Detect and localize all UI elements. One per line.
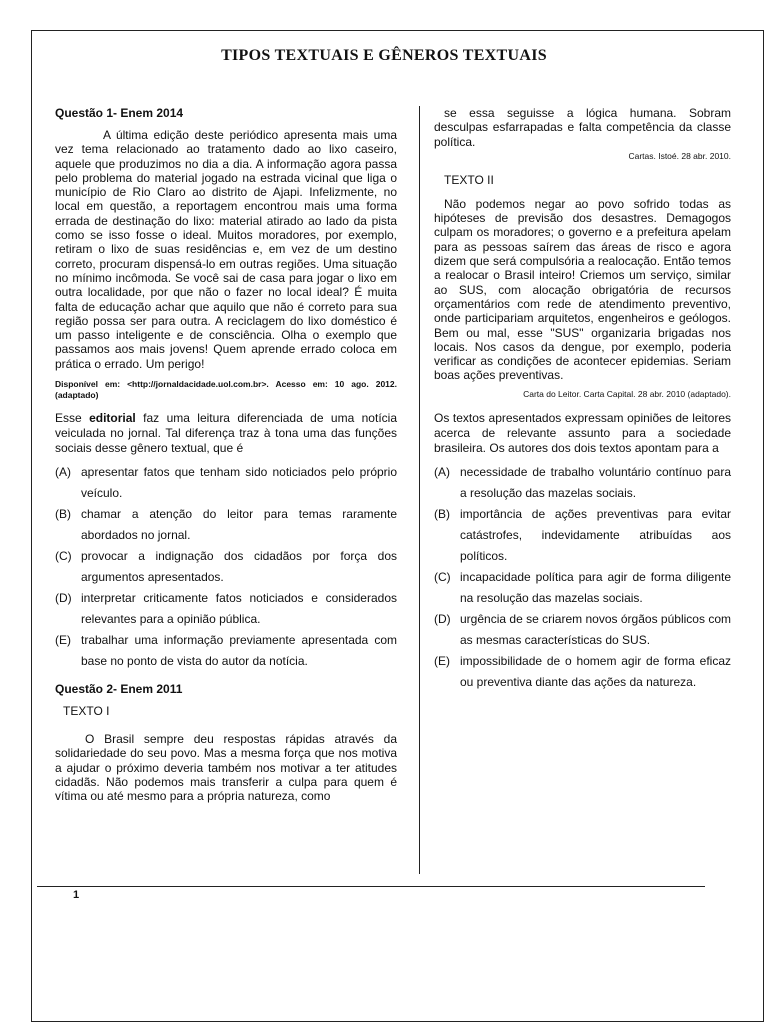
option-text: incapacidade política para agir de forma diligente na resolução das mazelas sociais.	[460, 569, 731, 605]
option-b[interactable]	[55, 504, 397, 546]
option-text: provocar a indignação dos cidadãos por força dos argumentos apresentados.	[81, 549, 397, 585]
texto-1-body: O Brasil sempre deu respostas rápidas através da solidariedade do seu povo. Mas a mesma força que nos motiva a ajudar o próximo deveria também nos motivar a ter atitudes cidadãs. Não podemos mais transferir a culpa para quem é vítima ou até mesmo para a própria natureza, como	[55, 732, 397, 804]
texto-2-body: Não podemos negar ao povo sofrido todas as hipóteses de previsão dos desastres. Demagogos culpam os moradores; o governo e a prefeitura apelam para as pessoas saírem das áreas de risco e agora dizem que será compulsória a realocação. Então temos a realocar o Brasil inteiro! Criemos um serviço, similar ao SUS, com alocação obrigatória de recursos orçamentários com rede de atendimento preventivo, onde participariam arquitetos, engenheiros e geólogos. Bem ou mal, esse "SUS" organizaria brigadas nos locais. Nos casos da dengue, por exemplo, poderia verificar as condições de acontecer epidemias. Seriam boas ações preventivas.	[434, 196, 731, 383]
column-divider	[419, 106, 420, 874]
option-a[interactable]	[434, 462, 731, 504]
right-column	[434, 106, 731, 693]
footer-rule	[37, 886, 705, 887]
option-c[interactable]	[55, 546, 397, 588]
option-letter: (D)	[434, 611, 451, 626]
question-1-prompt	[55, 411, 397, 456]
option-d[interactable]	[55, 588, 397, 630]
page-number: 1	[73, 889, 80, 901]
question-1-heading: Questão 1- Enem 2014	[55, 106, 184, 120]
option-a[interactable]	[55, 462, 397, 504]
option-d[interactable]	[434, 609, 731, 651]
option-text: necessidade de trabalho voluntário contínuo para a resolução das mazelas sociais.	[460, 464, 731, 500]
texto-2-label: TEXTO II	[444, 172, 494, 187]
option-text: impossibilidade de o homem agir de forma eficaz ou preventiva diante das ações da natureza.	[460, 653, 731, 689]
texto-1-label: TEXTO I	[63, 704, 110, 719]
option-e[interactable]	[55, 630, 397, 672]
option-text: apresentar fatos que tenham sido noticiados pelo próprio veículo.	[81, 465, 397, 501]
option-letter: (A)	[434, 464, 450, 479]
prompt-text-start: Esse	[55, 411, 90, 426]
question-1-options	[55, 462, 397, 672]
option-letter: (E)	[55, 633, 71, 648]
question-2-options	[434, 462, 731, 693]
question-1-source: Disponível em: <http://jornaldacidade.uol.com.br>. Acesso em: 10 ago. 2012. (adaptado)	[55, 379, 397, 401]
option-text: urgência de se criarem novos órgãos públicos com as mesmas características do SUS.	[460, 611, 731, 647]
option-letter: (C)	[434, 569, 451, 584]
texto-1-continuation: se essa seguisse a lógica humana. Sobram desculpas esfarrapadas e falta competência da classe política.	[434, 106, 731, 149]
texto-1-source: Cartas. Istoé. 28 abr. 2010.	[628, 150, 731, 161]
option-text: chamar a atenção do leitor para temas raramente abordados no jornal.	[81, 507, 397, 543]
option-letter: (B)	[434, 506, 450, 521]
question-2-prompt: Os textos apresentados expressam opiniões de leitores acerca de relevante assunto para a sociedade brasileira. Os autores dos dois textos apontam para a	[434, 410, 731, 455]
page-title: TIPOS TEXTUAIS E GÊNEROS TEXTUAIS	[221, 47, 547, 64]
option-c[interactable]	[434, 567, 731, 609]
option-text: trabalhar uma informação previamente apresentada com base no ponto de vista do autor da notícia.	[81, 633, 397, 669]
left-column	[55, 106, 397, 804]
option-letter: (C)	[55, 549, 72, 564]
option-e[interactable]	[434, 651, 731, 693]
option-text: importância de ações preventivas para evitar catástrofes, indevidamente atribuídas aos políticos.	[460, 506, 731, 563]
option-letter: (B)	[55, 507, 71, 522]
prompt-keyword: editorial	[89, 411, 136, 426]
question-2-heading: Questão 2- Enem 2011	[55, 682, 183, 697]
option-letter: (A)	[55, 465, 71, 480]
option-letter: (D)	[55, 591, 72, 606]
option-text: interpretar criticamente fatos noticiados e considerados relevantes para a opinião pública.	[81, 591, 397, 627]
option-letter: (E)	[434, 653, 450, 668]
option-b[interactable]	[434, 504, 731, 567]
prompt-text-end: faz uma leitura diferenciada de uma notícia veiculada no jornal. Tal diferença traz à tona uma das funções sociais desse gênero textual, que é	[55, 411, 397, 456]
texto-2-source: Carta do Leitor. Carta Capital. 28 abr. 2010 (adaptado).	[523, 388, 731, 399]
question-1-text: A última edição deste periódico apresenta mais uma vez tema relacionado ao tratamento dado ao lixo caseiro, aquele que produzimos no dia a dia. A informação agora passa pelo problema do material jogado na estrada vicinal que liga o município de Rio Claro ao distrito de Ajapi. Infelizmente, no local em questão, a reportagem encontrou mais uma forma errada de destinação do lixo: material atirado ao lado da pista como se isso fosse o ideal. Muitos moradores, por exemplo, retiram o lixo de suas residências e, em vez de um destino correto, procuram dispensá-lo em outras regiões. Uma situação no mínimo incômoda. Se você sai de casa para jogar o lixo em outra localidade, por que não o fazer no local ideal? É muita falta de educação achar que aquilo que não é correto para sua região possa ser para outra. A reciclagem do lixo doméstico é um passo inteligente e de consciência. Olha o exemplo que passamos aos mais jovens! Quem aprende errado coloca em prática o errado. Um perigo!	[55, 128, 397, 371]
